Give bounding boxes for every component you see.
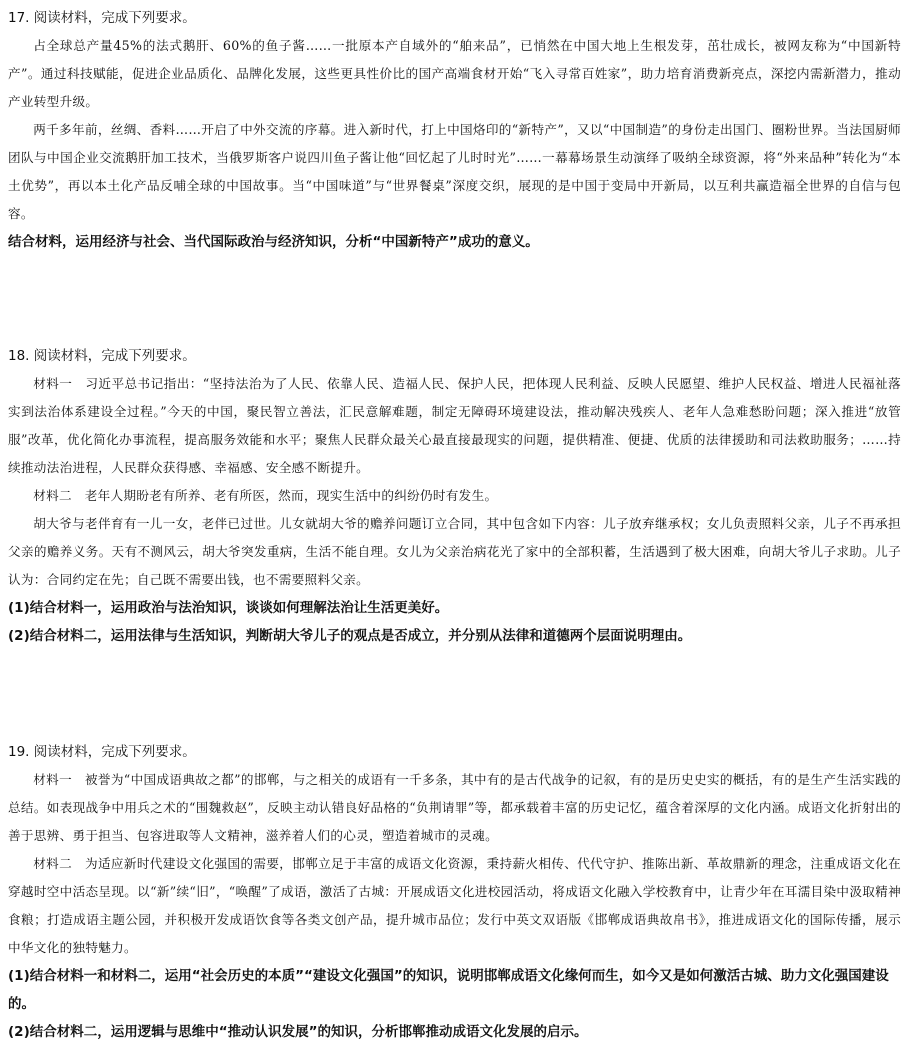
question-task: (2)结合材料二，运用逻辑与思维中“推动认识发展”的知识，分析邯郸推动成语文化发展的启示。	[8, 1024, 588, 1040]
question-title: 18. 阅读材料，完成下列要求。	[8, 348, 196, 364]
question-17	[8, 4, 901, 256]
question-19	[8, 738, 901, 1046]
question-task: (1)结合材料一和材料二，运用“社会历史的本质”“建设文化强国”的知识，说明邯郸成语文化缘何而生，如今又是如何激活古城、助力文化强国建设的。	[8, 968, 889, 1012]
question-title: 19. 阅读材料，完成下列要求。	[8, 744, 196, 760]
question-task: (1)结合材料一，运用政治与法治知识，谈谈如何理解法治让生活更美好。	[8, 600, 449, 616]
material-paragraph: 材料二 为适应新时代建设文化强国的需要，邯郸立足于丰富的成语文化资源，秉持薪火相传、代代守护、推陈出新、革故鼎新的理念，注重成语文化在穿越时空中活态呈现。以“新”续“旧”，“唤醒”了成语，激活了古城：开展成语文化进校园活动，将成语文化融入学校教育中，让青少年在耳濡目染中汲取精神食粮；打造成语主题公园，并积极开发成语饮食等各类文创产品，提升城市品位；发行中英文双语版《邯郸成语典故帛书》，推进成语文化的国际传播，展示中华文化的独特魅力。	[8, 856, 901, 955]
material-paragraph: 材料二 老年人期盼老有所养、老有所医，然而，现实生活中的纠纷仍时有发生。	[33, 488, 498, 503]
question-task: (2)结合材料二，运用法律与生活知识，判断胡大爷儿子的观点是否成立，并分别从法律和道德两个层面说明理由。	[8, 628, 692, 644]
material-paragraph: 两千多年前，丝绸、香料……开启了中外交流的序幕。进入新时代，打上中国烙印的“新特产”，又以“中国制造”的身份走出国门、圈粉世界。当法国厨师团队与中国企业交流鹅肝加工技术，当俄罗斯客户说四川鱼子酱让他“回忆起了儿时时光”……一幕幕场景生动演绎了吸纳全球资源，将“外来品种”转化为“本土优势”，再以本土化产品反哺全球的中国故事。当“中国味道”与“世界餐桌”深度交织，展现的是中国于变局中开新局，以互利共赢造福全世界的自信与包容。	[8, 122, 901, 221]
material-paragraph: 胡大爷与老伴育有一儿一女，老伴已过世。儿女就胡大爷的赡养问题订立合同，其中包含如下内容：儿子放弃继承权；女儿负责照料父亲，儿子不再承担父亲的赡养义务。天有不测风云，胡大爷突发重病，生活不能自理。女儿为父亲治病花光了家中的全部积蓄，生活遇到了极大困难，向胡大爷儿子求助。儿子认为：合同约定在先；自己既不需要出钱，也不需要照料父亲。	[8, 516, 901, 587]
material-paragraph: 材料一 习近平总书记指出：“坚持法治为了人民、依靠人民、造福人民、保护人民，把体现人民利益、反映人民愿望、维护人民权益、增进人民福祉落实到法治体系建设全过程。”今天的中国，聚民智立善法，汇民意解难题，制定无障碍环境建设法，推动解决残疾人、老年人急难愁盼问题；深入推进“放管服”改革，优化简化办事流程，提高服务效能和水平；聚焦人民群众最关心最直接最现实的问题，提供精准、便捷、优质的法律援助和司法救助服务；……持续推动法治进程，人民群众获得感、幸福感、安全感不断提升。	[8, 376, 901, 475]
question-task: 结合材料，运用经济与社会、当代国际政治与经济知识，分析“中国新特产”成功的意义。	[8, 234, 539, 250]
question-title: 17. 阅读材料，完成下列要求。	[8, 10, 196, 26]
material-paragraph: 占全球总产量45%的法式鹅肝、60%的鱼子酱……一批原本产自域外的“舶来品”，已悄然在中国大地上生根发芽，茁壮成长，被网友称为“中国新特产”。通过科技赋能，促进企业品质化、品牌化发展，这些更具性价比的国产高端食材开始“飞入寻常百姓家”，助力培育消费新亮点，深挖内需新潜力，推动产业转型升级。	[8, 38, 901, 109]
material-paragraph: 材料一 被誉为“中国成语典故之都”的邯郸，与之相关的成语有一千多条，其中有的是古代战争的记叙，有的是历史史实的概括，有的是生产生活实践的总结。如表现战争中用兵之术的“围魏救赵”，反映主动认错良好品格的“负荆请罪”等，都承载着丰富的历史记忆，蕴含着深厚的文化内涵。成语文化折射出的善于思辨、勇于担当、包容进取等人文精神，滋养着人们的心灵，塑造着城市的灵魂。	[8, 772, 901, 843]
question-18	[8, 342, 901, 650]
